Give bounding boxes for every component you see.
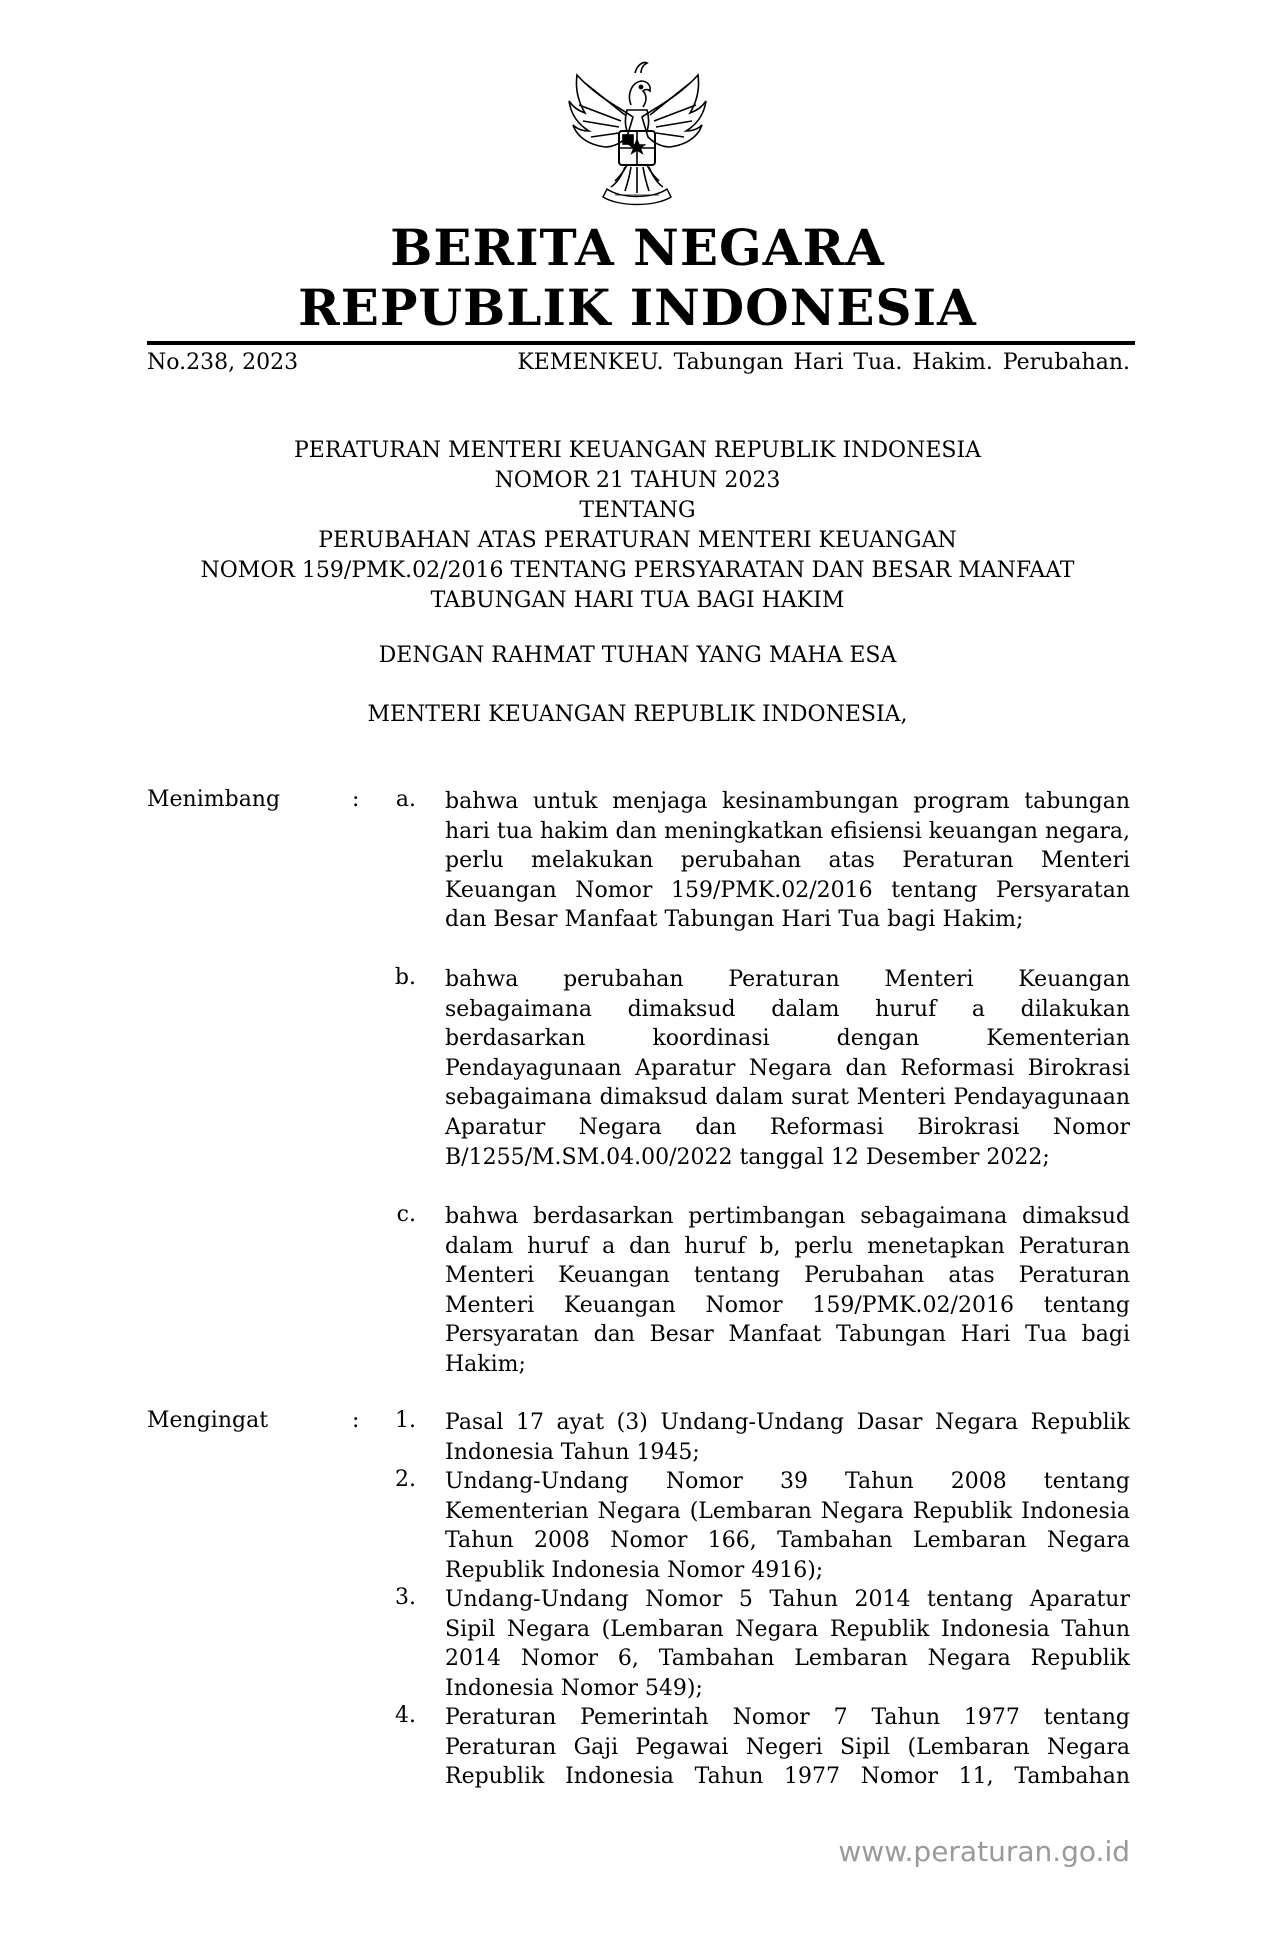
mengingat-marker-1: 1. <box>395 1408 416 1433</box>
mengingat-item-1: Pasal 17 ayat (3) Undang-Undang Dasar Negara Republik Indonesia Tahun 1945; <box>445 1410 1130 1465</box>
menimbang-item-b: bahwa perubahan Peraturan Menteri Keuangan sebagaimana dimaksud dalam huruf a dilakukan berdasarkan koordinasi dengan Kementerian Pendayagunaan Aparatur Negara dan Reformasi Birokrasi sebagaimana dimaksud dalam surat Menteri Pendayagunaan Aparatur Negara dan Reformasi Birokrasi Nomor B/1255/M.SM.04.00/2022 tanggal 12 Desember 2022; <box>445 967 1130 1170</box>
title-line: TABUNGAN HARI TUA BAGI HAKIM <box>430 588 845 613</box>
issue-summary: KEMENKEU. Tabungan Hari Tua. Hakim. Perubahan. <box>517 350 1130 375</box>
mengingat-label: Mengingat <box>147 1408 269 1433</box>
title-line: NOMOR 159/PMK.02/2016 TENTANG PERSYARATAN DAN BESAR MANFAAT <box>200 558 1075 583</box>
website-watermark: www.peraturan.go.id <box>838 1835 1130 1868</box>
masthead-divider <box>147 341 1135 345</box>
masthead-subtitle: REPUBLIK INDONESIA <box>298 278 977 337</box>
authority: MENTERI KEUANGAN REPUBLIK INDONESIA, <box>367 702 908 727</box>
mengingat-marker-2: 2. <box>395 1467 416 1492</box>
menimbang-marker-c: c. <box>396 1202 416 1227</box>
mengingat-marker-4: 4. <box>395 1703 416 1728</box>
mengingat-item-2: Undang-Undang Nomor 39 Tahun 2008 tentang Kementerian Negara (Lembaran Negara Republik Indonesia Tahun 2008 Nomor 166, Tambahan Lembaran Negara Republik Indonesia Nomor 4916); <box>445 1469 1130 1583</box>
masthead-title: BERITA NEGARA <box>390 218 885 277</box>
title-line: NOMOR 21 TAHUN 2023 <box>494 468 781 493</box>
title-line: PERUBAHAN ATAS PERATURAN MENTERI KEUANGAN <box>318 528 957 553</box>
menimbang-label: Menimbang <box>147 787 281 812</box>
issue-number: No.238, 2023 <box>147 350 299 375</box>
mengingat-item-3: Undang-Undang Nomor 5 Tahun 2014 tentang Aparatur Sipil Negara (Lembaran Negara Republik Indonesia Tahun 2014 Nomor 6, Tambahan Lembaran Negara Republik Indonesia Nomor 549); <box>445 1587 1130 1701</box>
garuda-emblem-icon <box>555 55 720 210</box>
invocation: DENGAN RAHMAT TUHAN YANG MAHA ESA <box>378 643 897 668</box>
regulation-title <box>0 436 1275 616</box>
mengingat-marker-3: 3. <box>395 1585 416 1610</box>
mengingat-colon: : <box>352 1408 360 1433</box>
title-line: TENTANG <box>579 498 696 523</box>
mengingat-item-4: Peraturan Pemerintah Nomor 7 Tahun 1977 tentang Peraturan Gaji Pegawai Negeri Sipil (Lembaran Negara Republik Indonesia Tahun 1977 Nomor 11, Tambahan <box>445 1705 1130 1790</box>
menimbang-item-c: bahwa berdasarkan pertimbangan sebagaimana dimaksud dalam huruf a dan huruf b, perlu menetapkan Peraturan Menteri Keuangan tentang Perubahan atas Peraturan Menteri Keuangan Nomor 159/PMK.02/2016 tentang Persyaratan dan Besar Manfaat Tabungan Hari Tua bagi Hakim; <box>445 1204 1130 1377</box>
menimbang-marker-b: b. <box>394 965 416 990</box>
menimbang-item-a: bahwa untuk menjaga kesinambungan program tabungan hari tua hakim dan meningkatkan efisiensi keuangan negara, perlu melakukan perubahan atas Peraturan Menteri Keuangan Nomor 159/PMK.02/2016 tentang Persyaratan dan Besar Manfaat Tabungan Hari Tua bagi Hakim; <box>445 789 1130 933</box>
title-line: PERATURAN MENTERI KEUANGAN REPUBLIK INDONESIA <box>293 438 982 463</box>
menimbang-marker-a: a. <box>395 787 416 812</box>
menimbang-colon: : <box>352 787 360 812</box>
